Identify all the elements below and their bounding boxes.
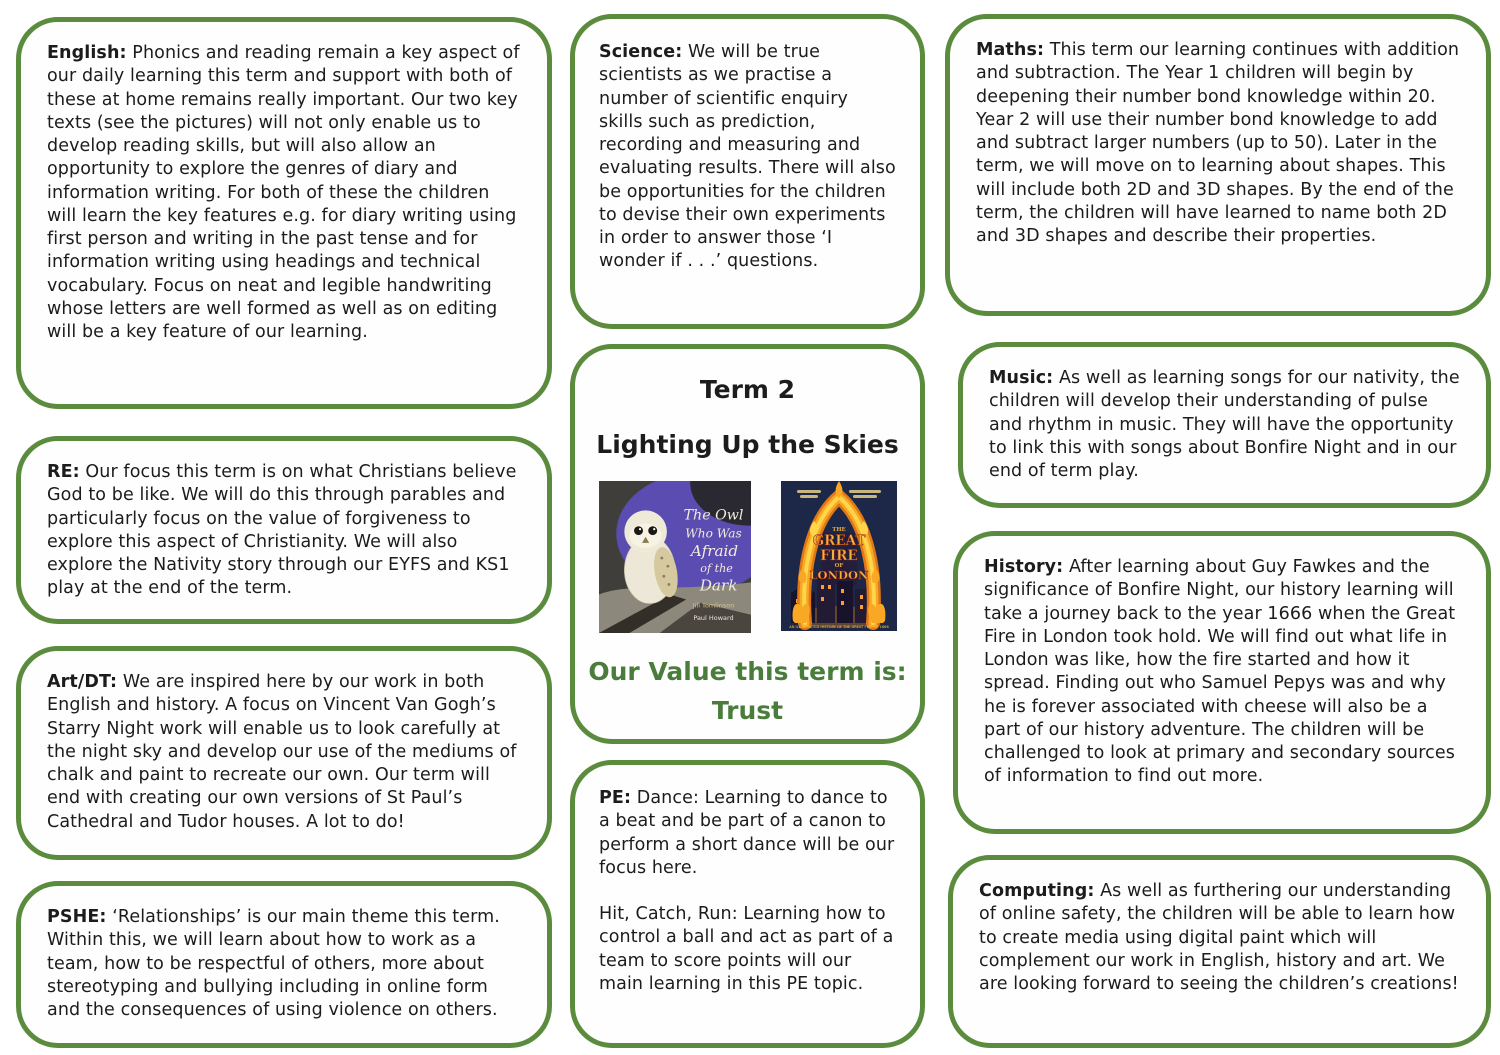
pshe-text: ‘Relationships’ is our main theme this term. Within this, we will learn about how to work as a team, how to be respectful of others, more about stereotyping and bullying including in online form and the consequences of using violence on others. [47, 907, 500, 1021]
english-text: Phonics and reading remain a key aspect of our daily learning this term and support with both of these at home remains really important. Our two key texts (see the pictures) will not only enable us to develop reading skills, but will also allow an opportunity to explore the genres of diary and information writing. For both of these the children will learn the key features e.g. for diary writing using first person and writing in the past tense and for information writing using headings and technical vocabulary. Focus on neat and legible handwriting whose letters are well formed as well as on editing will be a key feature of our learning. [47, 43, 520, 343]
history-paragraph [984, 556, 1460, 789]
re-box [16, 436, 552, 624]
history-text: After learning about Guy Fawkes and the significance of Bonfire Night, our history learning will take a journey back to the year 1666 when the Great Fire in London took hold. We will find out what life in London was like, how the fire started and how it spread. Finding out who Samuel Pepys was and why he is forever associated with cheese will also be a part of our history adventure. The children will be challenged to look at primary and secondary sources of information to find out more. [984, 557, 1456, 787]
computing-label: Computing: [979, 881, 1095, 901]
owl-author: Jill Tomlinson [692, 601, 734, 610]
term-theme-box [570, 344, 925, 744]
topic-title: Lighting Up the Skies [596, 430, 899, 459]
owl-title-line-1: The Owl [683, 507, 743, 524]
pe-text-1: Dance: Learning to dance to a beat and be part of a canon to perform a short dance will be our focus here. [599, 788, 895, 878]
re-text: Our focus this term is on what Christians believe God to be like. We will do this through parables and particularly focus on the value of forgiveness to explore this aspect of Christianity. We will also explore the Nativity story through our EYFS and KS1 play at the end of the term. [47, 462, 517, 599]
owl-title-line-2: Who Was [684, 526, 742, 541]
english-paragraph [47, 42, 521, 344]
fire-word-fire: FIRE [819, 548, 858, 564]
pshe-box [16, 881, 552, 1048]
pe-text-2: Hit, Catch, Run: Learning how to control a ball and act as part of a team to score points will our main learning in this PE topic. [599, 904, 894, 994]
maths-label: Maths: [976, 40, 1045, 60]
term-title: Term 2 [699, 375, 796, 404]
maths-box [945, 14, 1491, 316]
science-label: Science: [599, 42, 683, 62]
book-owl-cover [599, 481, 751, 633]
owl-title-line-5: Dark [699, 576, 737, 595]
maths-paragraph [976, 39, 1460, 248]
history-box [953, 531, 1491, 834]
re-label: RE: [47, 462, 80, 482]
art-dt-label: Art/DT: [47, 672, 118, 692]
owl-title-line-3: Afraid [690, 541, 738, 560]
computing-text: As well as furthering our understanding of online safety, the children will be able to learn how to create media using digital paint which will complement our work in English, history and art. We are looking forward to seeing the children’s creations! [979, 881, 1459, 995]
fire-word-the: THE [831, 527, 846, 533]
fire-word-of: OF [834, 563, 843, 569]
pe-box [570, 760, 925, 1048]
history-label: History: [984, 557, 1064, 577]
art-dt-paragraph [47, 671, 521, 834]
book-fire-cover [781, 481, 897, 631]
music-text: As well as learning songs for our nativity, the children will develop their understanding of pulse and rhythm in music. They will have the opportunity to link this with songs about Bonfire Night and in our end of term play. [989, 368, 1460, 482]
science-text: We will be true scientists as we practise a number of scientific enquiry skills such as prediction, recording and measuring and evaluating results. There will also be opportunities for the children to devise their own experiments in order to answer those ‘I wonder if . . .’ questions. [599, 42, 896, 272]
fire-word-great: GREAT [812, 533, 865, 549]
pe-label: PE: [599, 788, 632, 808]
art-dt-box [16, 646, 552, 860]
pe-paragraph-2 [599, 903, 896, 996]
computing-paragraph [979, 880, 1460, 996]
pshe-paragraph [47, 906, 521, 1022]
computing-box [948, 855, 1491, 1048]
music-paragraph [989, 367, 1460, 483]
fire-word-london: LONDON [808, 568, 869, 582]
maths-text: This term our learning continues with addition and subtraction. The Year 1 children will begin by deepening their number bond knowledge within 20. Year 2 will use their number bond knowledge to add and subtract larger numbers (up to 50). Later in the term, we will move on to learning about shapes. This will include both 2D and 3D shapes. By the end of the term, the children will have learned to name both 2D and 3D shapes and describe their properties. [976, 40, 1460, 247]
science-paragraph [599, 41, 896, 274]
music-label: Music: [989, 368, 1054, 388]
pshe-label: PSHE: [47, 907, 107, 927]
value-word: Trust [711, 696, 784, 725]
english-label: English: [47, 43, 127, 63]
owl-title-line-4: of the [699, 562, 733, 576]
value-label: Our Value this term is: [588, 657, 907, 686]
book-covers-row [587, 481, 908, 633]
fire-strapline: AN ILLUSTRATED HISTORY OF THE GREAT FIRE OF 1666 [788, 625, 889, 629]
art-dt-text: We are inspired here by our work in both English and history. A focus on Vincent Van Gogh’s Starry Night work will enable us to look carefully at the night sky and develop our use of the mediums of chalk and paint to recreate our own. Our term will end with creating our own versions of St Paul’s Cathedral and Tudor houses. A lot to do! [47, 672, 517, 832]
owl-illustrator: Paul Howard [692, 613, 734, 622]
pe-paragraph-1 [599, 787, 896, 880]
science-box [570, 14, 925, 329]
english-box [16, 17, 552, 409]
re-paragraph [47, 461, 521, 601]
music-box [958, 342, 1491, 508]
